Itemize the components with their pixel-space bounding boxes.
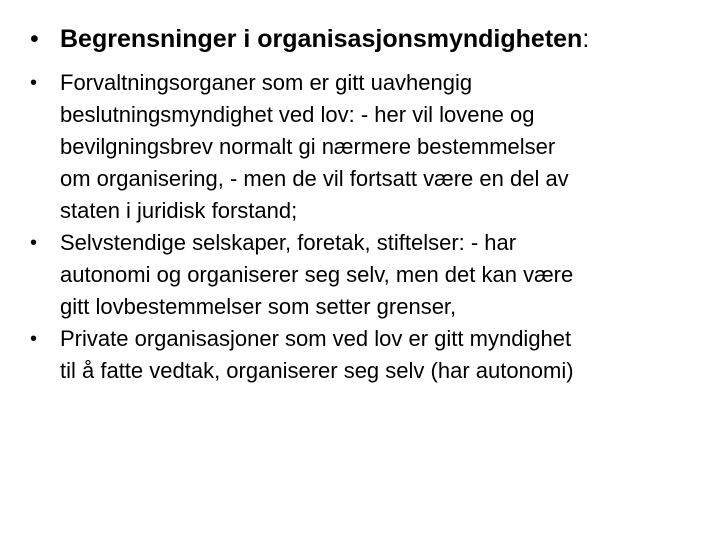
heading-bullet: •	[30, 25, 39, 53]
list-bullet: •	[30, 328, 38, 350]
list-item	[30, 323, 700, 387]
list-item	[30, 227, 700, 323]
heading-text	[60, 22, 589, 56]
list-bullet: •	[30, 72, 38, 94]
list-bullet: •	[30, 232, 38, 254]
heading-colon: :	[582, 25, 590, 53]
bullet-list	[30, 67, 700, 387]
list-item-text: Forvaltningsorganer som er gitt uavhengig beslutningsmyndighet ved lov: - her vil lovene og bevilgningsbrev normalt gi nærmere bestemmelser om organisering, - men de vil fortsatt være en del av staten i juridisk forstand;	[60, 70, 569, 223]
list-item-text: Private organisasjoner som ved lov er gitt myndighet til å fatte vedtak, organiserer seg selv (har autonomi)	[60, 326, 574, 383]
list-item-text: Selvstendige selskaper, foretak, stiftelser: - har autonomi og organiserer seg selv, men det kan være gitt lovbestemmelser som setter grenser,	[60, 230, 574, 319]
heading-bold-text: Begrensninger i organisasjonsmyndigheten	[60, 25, 583, 53]
list-item	[30, 67, 700, 227]
